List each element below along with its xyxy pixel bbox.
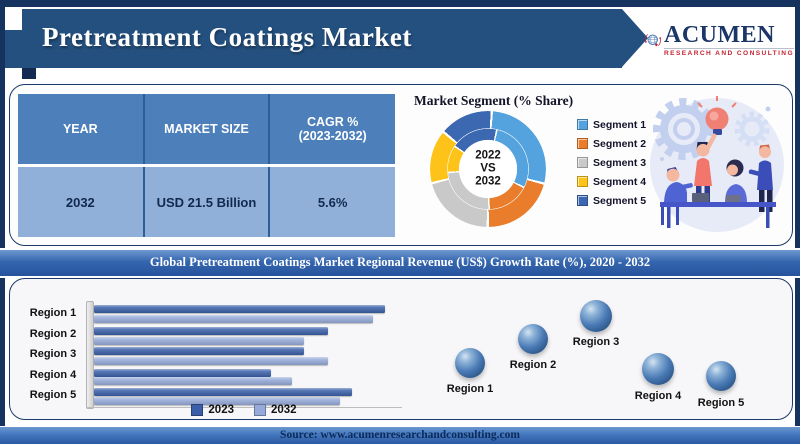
segment-chart-title: Market Segment (% Share)	[414, 93, 574, 108]
region-4-sphere	[642, 353, 674, 385]
table-row	[18, 166, 395, 238]
donut-center-label	[460, 141, 517, 198]
col-market-size: MARKET SIZE	[144, 94, 270, 166]
bar-2032-region-2	[94, 337, 304, 345]
summary-panel	[9, 84, 793, 246]
legend-item	[577, 172, 646, 191]
region-1-sphere	[455, 348, 485, 378]
page-title: Pretreatment Coatings Market	[42, 22, 412, 52]
bar-2023-region-1	[94, 305, 385, 313]
table-header-row	[18, 94, 395, 166]
bar-category-label: Region 5	[29, 389, 77, 401]
bar-2023-region-3	[94, 347, 304, 355]
bar-2032-region-1	[94, 315, 373, 323]
center-line-2022: 2022	[475, 149, 501, 162]
bar-2023-region-4	[94, 369, 271, 377]
cell-year: 2032	[18, 166, 144, 238]
col-cagr-line2: (2023-2032)	[298, 129, 367, 143]
segment-legend	[577, 115, 646, 210]
region-5-bubble-label: Region 5	[697, 397, 745, 409]
bar-category-label: Region 4	[29, 369, 77, 381]
segment-3-label: Segment 3	[593, 156, 647, 169]
title-ribbon-left	[5, 30, 23, 68]
segment-3-swatch	[577, 157, 588, 168]
legend-item	[577, 153, 646, 172]
legend-item	[577, 191, 646, 210]
region-3-bubble-label: Region 3	[572, 336, 620, 348]
col-year: YEAR	[18, 94, 144, 166]
region-2-bubble-label: Region 2	[509, 359, 557, 371]
team-collaboration-illustration	[646, 89, 788, 239]
bar-category-label: Region 3	[29, 348, 77, 360]
center-line-2032: 2032	[475, 175, 501, 188]
legend-2032-swatch	[254, 404, 266, 416]
cell-market-size: USD 21.5 Billion	[144, 166, 270, 238]
acumen-logo	[644, 12, 794, 68]
segment-1-label: Segment 1	[593, 118, 647, 131]
legend-2023	[191, 404, 234, 416]
bar-2023-region-2	[94, 327, 328, 335]
col-cagr	[269, 94, 395, 166]
title-ribbon-fold	[22, 68, 36, 79]
legend-2023-label: 2023	[208, 404, 234, 416]
logo-text	[664, 23, 794, 58]
bar-category-label: Region 2	[29, 328, 77, 340]
segment-5-swatch	[577, 195, 588, 206]
region-1-bubble-label: Region 1	[446, 383, 494, 395]
bar-2032-region-3	[94, 357, 328, 365]
bar-2023-region-5	[94, 388, 352, 396]
y-axis-wall	[86, 301, 94, 409]
legend-item	[577, 134, 646, 153]
segment-2-swatch	[577, 138, 588, 149]
source-footer: Source: www.acumenresearchandconsulting.com	[0, 426, 800, 444]
segment-2-label: Segment 2	[593, 137, 647, 150]
segment-4-swatch	[577, 176, 588, 187]
segment-5-label: Segment 5	[593, 194, 647, 207]
bar-2032-region-4	[94, 377, 292, 385]
legend-item	[577, 115, 646, 134]
logo-brand: ACUMEN	[663, 21, 775, 48]
market-summary-table	[18, 94, 395, 237]
bar-category-label: Region 1	[29, 307, 77, 319]
col-cagr-line1: CAGR %	[306, 115, 359, 129]
segment-4-label: Segment 4	[593, 175, 647, 188]
region-3-sphere	[580, 300, 612, 332]
legend-2032	[254, 404, 297, 416]
bar-chart-legend	[94, 404, 394, 416]
legend-2023-swatch	[191, 404, 203, 416]
region-5-sphere	[706, 361, 736, 391]
logo-tagline: RESEARCH AND CONSULTING	[664, 48, 794, 58]
regional-panel	[9, 278, 793, 420]
globe-icon	[644, 13, 662, 67]
segment-1-swatch	[577, 119, 588, 130]
legend-2032-label: 2032	[271, 404, 297, 416]
region-4-bubble-label: Region 4	[634, 390, 682, 402]
cell-cagr: 5.6%	[269, 166, 395, 238]
segment-donut-chart	[430, 111, 546, 227]
region-2-sphere	[518, 324, 548, 354]
section-banner: Global Pretreatment Coatings Market Regional Revenue (US$) Growth Rate (%), 2020 - 2032	[0, 248, 800, 278]
center-line-vs: VS	[480, 162, 496, 175]
